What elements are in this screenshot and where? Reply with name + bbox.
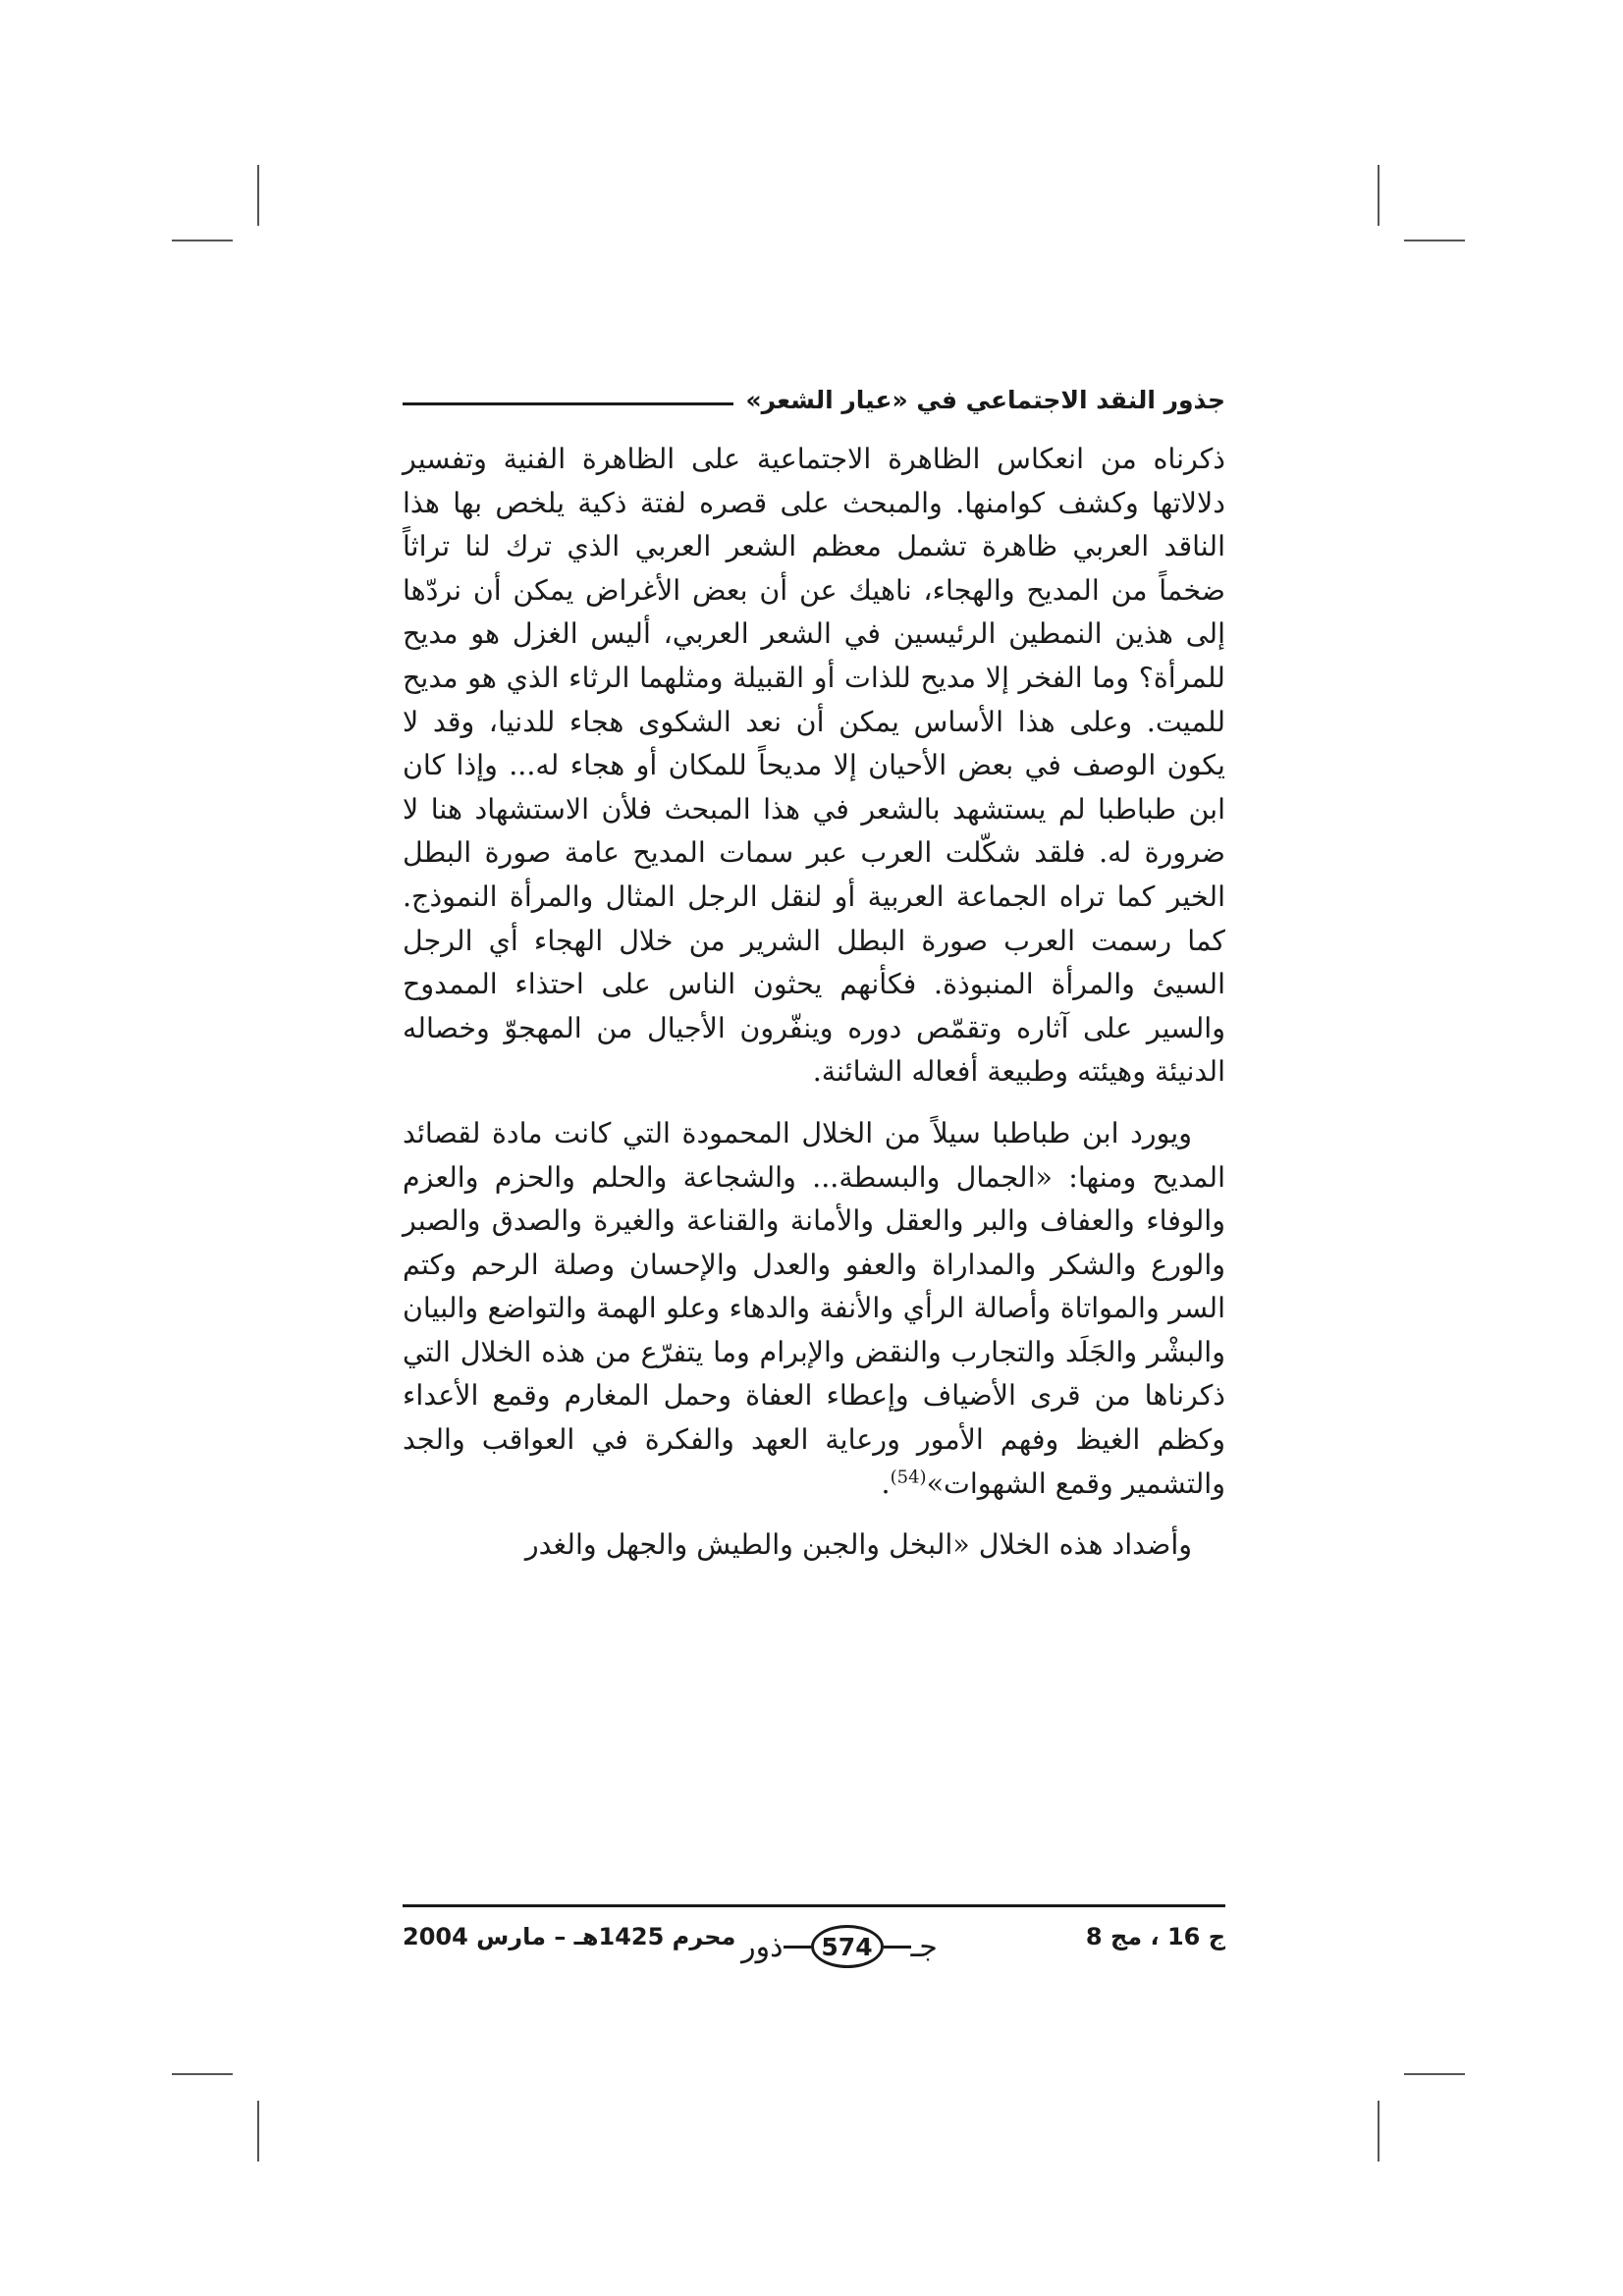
crop-mark-bottom-right-vertical <box>1378 2101 1380 2162</box>
crop-mark-top-right-horizontal <box>1404 240 1465 241</box>
crop-mark-top-right-vertical <box>1378 165 1380 226</box>
footer-date: محرم 1425هـ – مارس 2004 <box>403 1923 736 1950</box>
article-body <box>403 438 1225 1585</box>
page-footer <box>403 1919 1225 1974</box>
crop-mark-top-left-vertical <box>257 165 259 226</box>
journal-logo-line-right <box>884 1946 911 1949</box>
paragraph-2-end: . <box>881 1467 891 1500</box>
crop-mark-bottom-left-vertical <box>257 2101 259 2162</box>
journal-logo-line-left <box>784 1946 811 1949</box>
crop-mark-top-left-horizontal <box>172 240 233 241</box>
paragraph-2 <box>403 1112 1225 1506</box>
footnote-reference: (54) <box>890 1467 927 1488</box>
footer-rule <box>403 1904 1225 1907</box>
footer-issue: ج 16 ، مج 8 <box>1085 1923 1225 1950</box>
crop-mark-bottom-left-horizontal <box>172 2073 233 2075</box>
page-number: 574 <box>811 1925 884 1968</box>
header-rule <box>403 402 733 405</box>
paragraph-2-text: ويورد ابن طباطبا سيلاً من الخلال المحمودة التي كانت مادة لقصائد المديح ومنها: «الجمال والبسطة... والشجاعة والحلم والحزم والعزم والوفاء والعفاف والبر والعقل والأمانة والقناعة والغيرة والصدق والصبر والورع والشكر والمداراة والعفو والعدل والإحسان وصلة الرحم وكتم السر والمواتاة وأصالة الرأي والأنفة والدهاء وعلو الهمة والتواضع والبيان والبشْر والجَلَد والتجارب والنقض والإبرام وما يتفرّع من هذه الخلال التي ذكرناها من قرى الأضياف وإعطاء العفاة وحمل المغارم وقمع الأعداء وكظم الغيظ وفهم الأمور ورعاية العهد والفكرة في العواقب والجد والتشمير وقمع الشهوات» <box>403 1116 1225 1500</box>
running-header-title: جذور النقد الاجتماعي في «عيار الشعر» <box>745 385 1225 414</box>
journal-logo <box>741 1919 938 1974</box>
paragraph-3: وأضداد هذه الخلال «البخل والجبن والطيش والجهل والغدر <box>524 1528 1192 1562</box>
journal-logo-left: ذور <box>741 1929 784 1964</box>
crop-mark-bottom-right-horizontal <box>1404 2073 1465 2075</box>
running-header <box>403 385 1225 414</box>
paragraph-1: ذكرناه من انعكاس الظاهرة الاجتماعية على الظاهرة الفنية وتفسير دلالاتها وكشف كوامنها. والمبحث على قصره لفتة ذكية يلخص بها هذا الناقد العربي ظاهرة تشمل معظم الشعر العربي الذي ترك لنا تراثاً ضخماً من المديح والهجاء، ناهيك عن أن بعض الأغراض يمكن أن نردّها إلى هذين النمطين الرئيسين في الشعر العربي، أليس الغزل هو مديح للمرأة؟ وما الفخر إلا مديح للذات أو القبيلة ومثلهما الرثاء الذي هو مديح للميت. وعلى هذا الأساس يمكن أن نعد الشكوى هجاء للدنيا، وقد لا يكون الوصف في بعض الأحيان إلا مديحاً للمكان أو هجاء له... وإذا كان ابن طباطبا لم يستشهد بالشعر في هذا المبحث فلأن الاستشهاد هنا لا ضرورة له. فلقد شكّلت العرب عبر سمات المديح عامة صورة البطل الخير كما تراه الجماعة العربية أو لنقل الرجل المثال والمرأة النموذج. كما رسمت العرب صورة البطل الشرير من خلال الهجاء أي الرجل السيئ والمرأة المنبوذة. فكأنهم يحثون الناس على احتذاء الممدوح والسير على آثاره وتقمّص دوره وينفّرون الأجيال من المهجوّ وخصاله الدنيئة وهيئته وطبيعة أفعاله الشائنة. <box>403 443 1225 1089</box>
journal-logo-right: جـ <box>910 1929 938 1964</box>
